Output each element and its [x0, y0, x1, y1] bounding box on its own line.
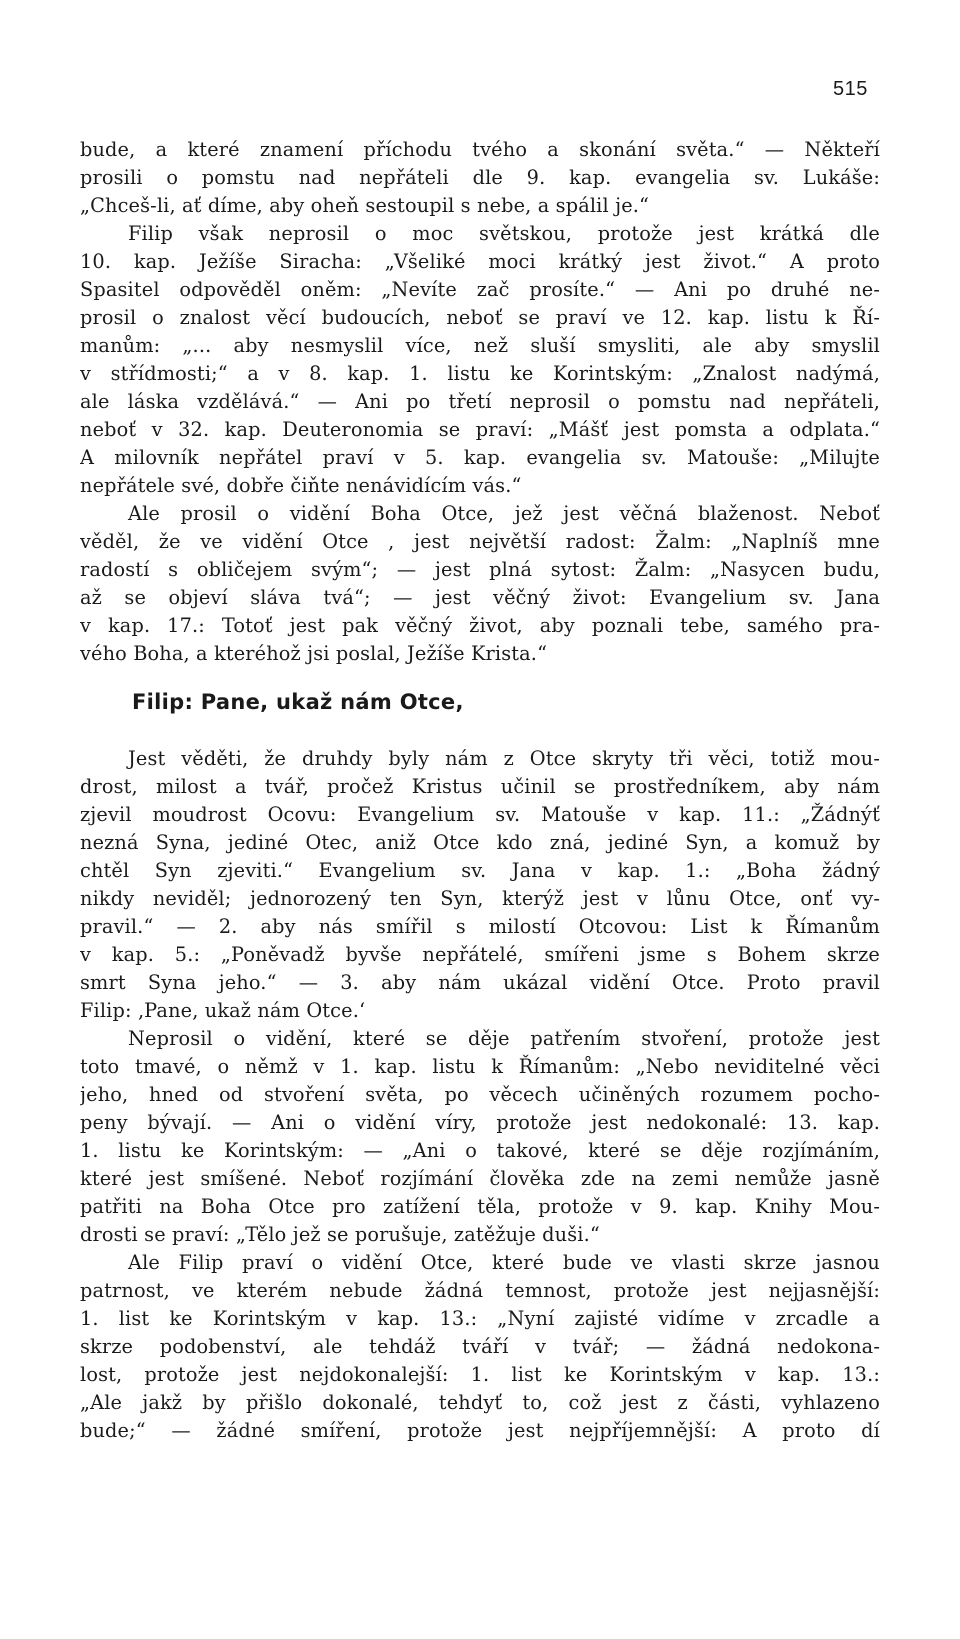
text-line: drost, milost a tvář, pročež Kristus učinil se prostředníkem, aby nám: [80, 775, 880, 798]
text-line: peny bývají. — Ani o vidění víry, protože jest nedokonalé: 13. kap.: [80, 1111, 880, 1134]
text-line: 1. list ke Korintským v kap. 13.: „Nyní zajisté vidíme v zrcadle a: [80, 1307, 880, 1330]
paragraph-block-top: [80, 136, 880, 668]
text-line: bude, a které znamení příchodu tvého a skonání světa.“ — Někteří: [80, 138, 880, 161]
paragraph-block-bottom: [80, 745, 880, 1445]
text-line: chtěl Syn zjeviti.“ Evangelium sv. Jana v kap. 1.: „Boha žádný: [80, 859, 880, 882]
text-line: prosili o pomstu nad nepřáteli dle 9. kap. evangelia sv. Lukáše:: [80, 166, 880, 189]
text-line: Neprosil o vidění, které se děje patřením stvoření, protože jest: [128, 1027, 880, 1050]
page-number: 515: [833, 78, 868, 100]
text-line: smrt Syna jeho.“ — 3. aby nám ukázal vidění Otce. Proto pravil: [80, 971, 880, 994]
text-line: Ale Filip praví o vidění Otce, které bude ve vlasti skrze jasnou: [128, 1251, 880, 1274]
text-line: které jest smíšené. Neboť rozjímání člověka zde na zemi nemůže jasně: [80, 1167, 880, 1190]
text-line: nezná Syna, jediné Otec, aniž Otce kdo zná, jediné Syn, a komuž by: [80, 831, 880, 854]
text-line: radostí s obličejem svým“; — jest plná sytost: Žalm: „Nasycen budu,: [80, 558, 880, 581]
text-line: Filip však neprosil o moc světskou, protože jest krátká dle: [128, 222, 880, 245]
text-line: neboť v 32. kap. Deuteronomia se praví: „Mášť jest pomsta a odplata.“: [80, 418, 880, 441]
text-line: „Ale jakž by přišlo dokonalé, tehdyť to, což jest z části, vyhlazeno: [80, 1391, 880, 1414]
text-line: zjevil moudrost Ocovu: Evangelium sv. Matouše v kap. 11.: „Žádnýť: [80, 803, 880, 826]
text-line: Filip: ‚Pane, ukaž nám Otce.‘: [80, 999, 366, 1022]
text-line: A milovník nepřátel praví v 5. kap. evangelia sv. Matouše: „Milujte: [80, 446, 880, 469]
text-line: patrnost, ve kterém nebude žádná temnost, protože jest nejjasnější:: [80, 1279, 880, 1302]
text-line: bude;“ — žádné smíření, protože jest nejpříjemnější: A proto dí: [80, 1419, 880, 1442]
text-line: vého Boha, a kteréhož jsi poslal, Ježíše Krista.“: [80, 642, 548, 665]
text-line: manům: „... aby nesmyslil více, než sluší smysliti, ale aby smyslil: [80, 334, 880, 357]
text-line: ale láska vzdělává.“ — Ani po třetí neprosil o pomstu nad nepřáteli,: [80, 390, 880, 413]
text-line: „Chceš-li, ať díme, aby oheň sestoupil s nebe, a spálil je.“: [80, 194, 650, 217]
text-line: Spasitel odpověděl oněm: „Nevíte zač prosíte.“ — Ani po druhé ne-: [80, 278, 880, 301]
text-line: Ale prosil o vidění Boha Otce, jež jest věčná blaženost. Neboť: [128, 502, 880, 525]
text-line: nikdy neviděl; jednorozený ten Syn, kterýž jest v lůnu Otce, onť vy-: [80, 887, 880, 910]
text-line: až se objeví sláva tvá“; — jest věčný život: Evangelium sv. Jana: [80, 586, 880, 609]
text-line: 1. listu ke Korintským: — „Ani o takové, které se děje rozjímáním,: [80, 1139, 880, 1162]
text-line: toto tmavé, o němž v 1. kap. listu k Římanům: „Nebo neviditelné věci: [80, 1055, 880, 1078]
text-line: lost, protože jest nejdokonalejší: 1. list ke Korintským v kap. 13.:: [80, 1363, 880, 1386]
text-line: skrze podobenství, ale tehdáž tváří v tvář; — žádná nedokona-: [80, 1335, 880, 1358]
text-line: drosti se praví: „Tělo jež se porušuje, zatěžuje duši.“: [80, 1223, 600, 1246]
text-line: 10. kap. Ježíše Siracha: „Všeliké moci krátký jest život.“ A proto: [80, 250, 880, 273]
text-line: nepřátele své, dobře čiňte nenávidícím vás.“: [80, 474, 522, 497]
text-line: patřiti na Boha Otce pro zatížení těla, protože v 9. kap. Knihy Mou-: [80, 1195, 880, 1218]
text-line: věděl, že ve vidění Otce , jest největší radost: Žalm: „Naplníš mne: [80, 530, 880, 553]
text-line: prosil o znalost věcí budoucích, neboť se praví ve 12. kap. listu k Ří-: [80, 306, 880, 329]
text-line: jeho, hned od stvoření světa, po věcech učiněných rozumem pocho-: [80, 1083, 880, 1106]
text-line: v kap. 17.: Totoť jest pak věčný život, aby poznali tebe, samého pra-: [80, 614, 880, 637]
section-heading: Filip: Pane, ukaž nám Otce,: [132, 690, 464, 714]
text-line: Jest věděti, že druhdy byly nám z Otce skryty tři věci, totiž mou-: [128, 747, 880, 770]
text-line: v kap. 5.: „Poněvadž byvše nepřátelé, smířeni jsme s Bohem skrze: [80, 943, 880, 966]
text-line: pravil.“ — 2. aby nás smířil s milostí Otcovou: List k Římanům: [80, 915, 880, 938]
text-line: v střídmosti;“ a v 8. kap. 1. listu ke Korintským: „Znalost nadýmá,: [80, 362, 880, 385]
